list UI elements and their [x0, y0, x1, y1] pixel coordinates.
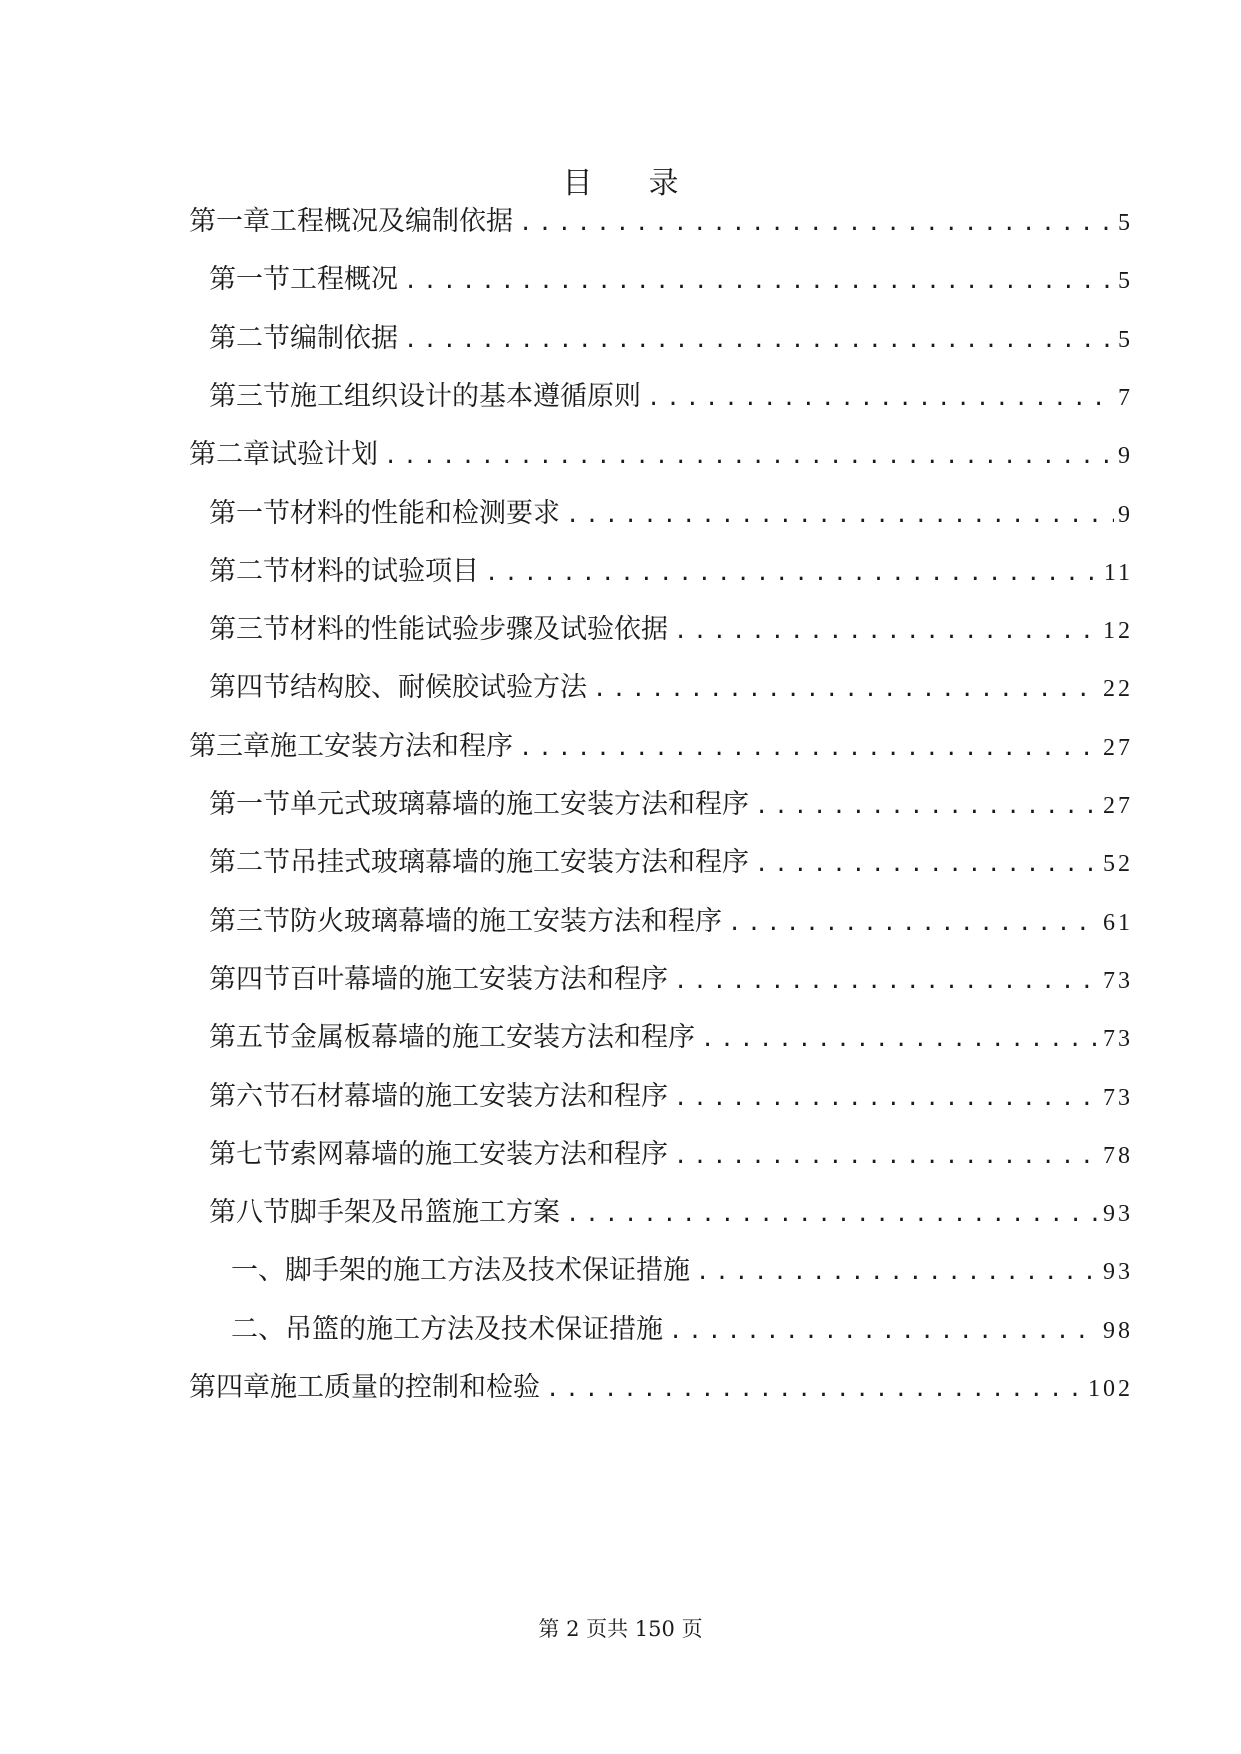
title-char: 录 [648, 166, 679, 201]
toc-entry-number: 第一章 [189, 206, 270, 237]
toc-entry-title: 脚手架及吊篮施工方案 [290, 1197, 560, 1228]
toc-entry-title: 二、吊篮的施工方法及技术保证措施 [231, 1314, 663, 1345]
toc-dot-leader [669, 1315, 1099, 1349]
toc-entry-number: 第二章 [189, 439, 270, 470]
toc-entry-title: 工程概况及编制依据 [270, 206, 513, 237]
toc-dot-leader [755, 848, 1099, 882]
toc-entry-title: 施工质量的控制和检验 [270, 1372, 540, 1403]
toc-entry-number: 第三节 [209, 614, 290, 645]
toc-dot-leader [384, 440, 1114, 474]
toc-dot-leader [593, 673, 1099, 707]
toc-entry-page: 27 [1103, 793, 1133, 819]
page-footer: 第 2 页共 150 页 [538, 1617, 703, 1641]
toc-entry[interactable] [209, 322, 1133, 356]
toc-entry-title: 单元式玻璃幕墙的施工安装方法和程序 [290, 789, 749, 820]
toc-entry-page: 12 [1103, 618, 1133, 644]
toc-dot-leader [404, 324, 1114, 358]
toc-entry[interactable] [189, 730, 1133, 764]
toc-entry-title: 防火玻璃幕墙的施工安装方法和程序 [290, 906, 722, 937]
toc-dot-leader [755, 790, 1099, 824]
toc-entry-page: 78 [1103, 1143, 1133, 1169]
toc-dot-leader [728, 907, 1099, 941]
toc-entry[interactable] [209, 846, 1133, 880]
toc-dot-leader [566, 1198, 1099, 1232]
toc-entry-number: 第六节 [209, 1081, 290, 1112]
toc-entry-number: 第一节 [209, 264, 290, 295]
toc-entry-title: 工程概况 [290, 264, 398, 295]
toc-dot-leader [519, 732, 1099, 766]
toc-entry[interactable] [209, 555, 1133, 589]
toc-entry-page: 73 [1103, 968, 1133, 994]
toc-entry-page: 102 [1088, 1376, 1133, 1402]
toc-dot-leader [546, 1373, 1084, 1407]
toc-entry-number: 第三节 [209, 906, 290, 937]
toc-dot-leader [674, 1140, 1099, 1174]
toc-entry-title: 施工安装方法和程序 [270, 731, 513, 762]
toc-entry[interactable] [209, 905, 1133, 939]
toc-entry-number: 第一节 [209, 789, 290, 820]
toc-entry-number: 第四节 [209, 672, 290, 703]
toc-entry[interactable] [189, 438, 1133, 472]
toc-entry[interactable] [231, 1254, 1133, 1288]
toc-entry[interactable] [189, 205, 1133, 239]
toc-entry-title: 索网幕墙的施工安装方法和程序 [290, 1139, 668, 1170]
toc-entry-number: 第二节 [209, 323, 290, 354]
toc-entry-title: 材料的试验项目 [290, 556, 479, 587]
toc-entry-page: 11 [1103, 560, 1133, 586]
toc-entry-page: 5 [1118, 210, 1133, 236]
toc-entry-page: 73 [1103, 1026, 1133, 1052]
toc-entry[interactable] [209, 497, 1133, 531]
toc-entry[interactable] [209, 263, 1133, 297]
toc-entry-page: 27 [1103, 735, 1133, 761]
toc-entry-title: 石材幕墙的施工安装方法和程序 [290, 1081, 668, 1112]
toc-entry-title: 吊挂式玻璃幕墙的施工安装方法和程序 [290, 847, 749, 878]
toc-entry-number: 第四节 [209, 964, 290, 995]
toc-entry[interactable] [209, 788, 1133, 822]
toc-dot-leader [674, 965, 1099, 999]
toc-entry-page: 98 [1103, 1318, 1133, 1344]
toc-dot-leader [485, 557, 1100, 591]
toc-entry-number: 第五节 [209, 1022, 290, 1053]
toc-dot-leader [519, 207, 1114, 241]
toc-entry-number: 第七节 [209, 1139, 290, 1170]
toc-entry-page: 5 [1118, 268, 1133, 294]
toc-dot-leader [404, 265, 1114, 299]
toc-entry-title: 一、脚手架的施工方法及技术保证措施 [231, 1255, 690, 1286]
toc-entry-number: 第一节 [209, 498, 290, 529]
toc-entry-page: 52 [1103, 851, 1133, 877]
toc-dot-leader [696, 1256, 1099, 1290]
toc-entry-title: 材料的性能和检测要求 [290, 498, 560, 529]
toc-entry-page: 9 [1118, 443, 1133, 469]
title-char: 目 [562, 166, 593, 201]
toc-entry-page: 7 [1118, 385, 1133, 411]
toc-dot-leader [674, 615, 1099, 649]
toc-entry-number: 第三节 [209, 381, 290, 412]
toc-entry-page: 93 [1103, 1259, 1133, 1285]
toc-entry-title: 试验计划 [270, 439, 378, 470]
toc-entry-page: 73 [1103, 1085, 1133, 1111]
toc-entry[interactable] [209, 963, 1133, 997]
toc-entry-title: 百叶幕墙的施工安装方法和程序 [290, 964, 668, 995]
toc-dot-leader [701, 1023, 1099, 1057]
toc-entry-page: 61 [1103, 910, 1133, 936]
toc-entry[interactable] [231, 1313, 1133, 1347]
toc-entry[interactable] [209, 1080, 1133, 1114]
toc-dot-leader [647, 382, 1114, 416]
toc-entry[interactable] [209, 380, 1133, 414]
toc-entry-title: 材料的性能试验步骤及试验依据 [290, 614, 668, 645]
toc-entry-page: 5 [1118, 327, 1133, 353]
toc-entry-page: 93 [1103, 1201, 1133, 1227]
toc-entry[interactable] [209, 671, 1133, 705]
toc-entry-number: 第八节 [209, 1197, 290, 1228]
toc-entry[interactable] [209, 613, 1133, 647]
toc-entry[interactable] [209, 1021, 1133, 1055]
toc-entry-number: 第二节 [209, 556, 290, 587]
toc-entry-page: 9 [1118, 502, 1133, 528]
toc-entry-number: 第三章 [189, 731, 270, 762]
toc-entry-title: 金属板幕墙的施工安装方法和程序 [290, 1022, 695, 1053]
toc-entry-title: 结构胶、耐候胶试验方法 [290, 672, 587, 703]
toc-entry[interactable] [189, 1371, 1133, 1405]
toc-dot-leader [674, 1082, 1099, 1116]
toc-entry-title: 施工组织设计的基本遵循原则 [290, 381, 641, 412]
toc-entry-number: 第二节 [209, 847, 290, 878]
toc-entry[interactable] [209, 1196, 1133, 1230]
toc-entry-title: 编制依据 [290, 323, 398, 354]
toc-entry[interactable] [209, 1138, 1133, 1172]
toc-entry-page: 22 [1103, 676, 1133, 702]
toc-dot-leader [566, 499, 1114, 533]
toc-entry-number: 第四章 [189, 1372, 270, 1403]
